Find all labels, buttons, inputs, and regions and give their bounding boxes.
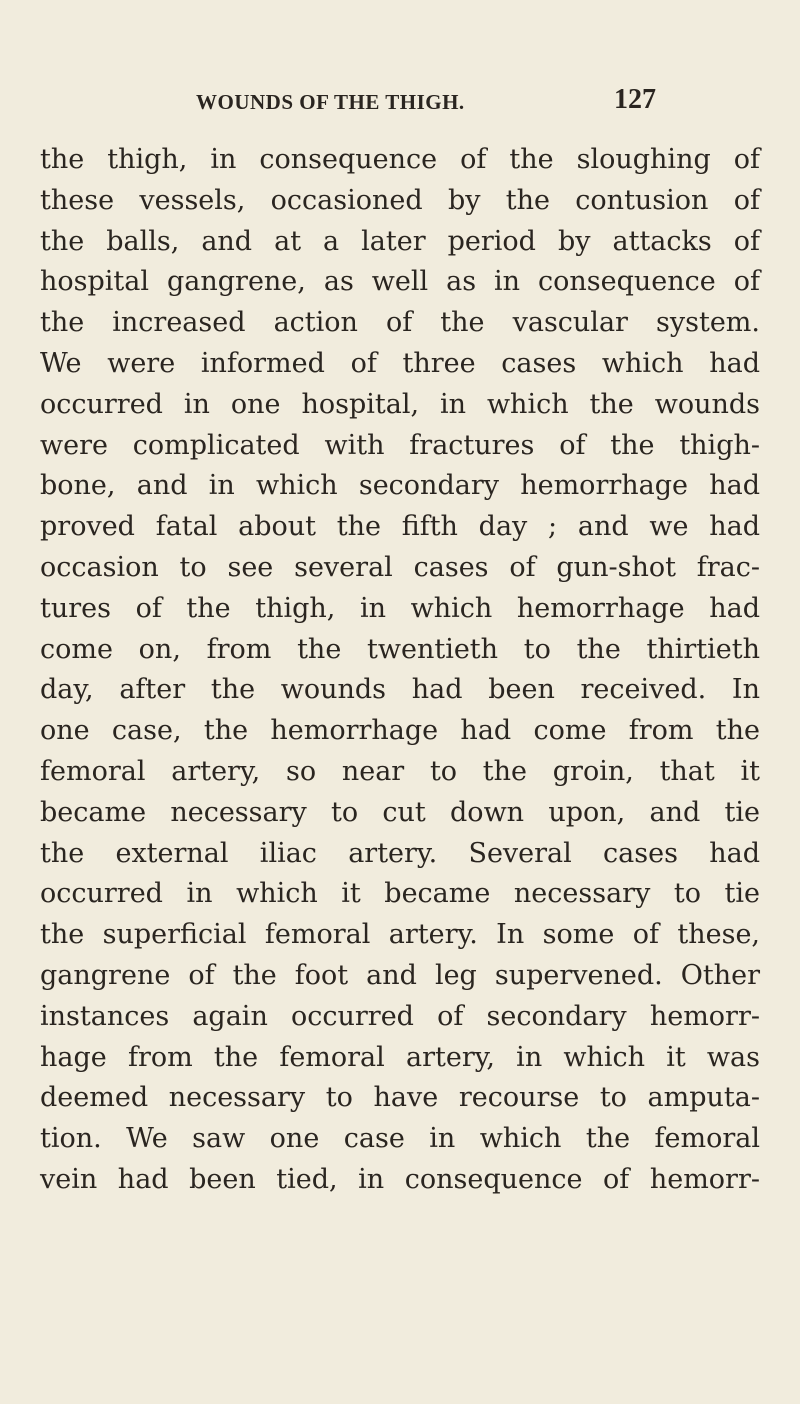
- text-line: the external iliac artery. Several cases had: [40, 837, 760, 869]
- text-line: the superficial femoral artery. In some of these,: [40, 919, 760, 951]
- text-line: gangrene of the foot and leg supervened. Other: [40, 959, 760, 991]
- text-line: instances again occurred of secondary hemorr-: [40, 1000, 760, 1032]
- text-line: vein had been tied, in consequence of hemorr-: [40, 1163, 760, 1195]
- text-line: deemed necessary to have recourse to amputa-: [40, 1082, 760, 1114]
- text-line: day, after the wounds had been received. In: [40, 674, 760, 706]
- text-line: occasion to see several cases of gun-shot frac-: [40, 551, 760, 583]
- text-line: occurred in one hospital, in which the wounds: [40, 388, 760, 420]
- text-line: We were informed of three cases which had: [40, 347, 760, 379]
- text-line: became necessary to cut down upon, and tie: [40, 796, 760, 828]
- text-line: one case, the hemorrhage had come from the: [40, 715, 760, 747]
- text-line: occurred in which it became necessary to tie: [40, 878, 760, 910]
- text-line: the balls, and at a later period by attacks of: [40, 225, 760, 257]
- text-line: femoral artery, so near to the groin, that it: [40, 755, 760, 787]
- text-line: proved fatal about the fifth day ; and we had: [40, 511, 760, 543]
- text-line: tures of the thigh, in which hemorrhage had: [40, 592, 760, 624]
- running-title: WOUNDS OF THE THIGH.: [196, 90, 465, 114]
- text-line: tion. We saw one case in which the femoral: [40, 1123, 760, 1155]
- body-text: [40, 140, 760, 1201]
- text-line: hospital gangrene, as well as in consequence of: [40, 266, 760, 298]
- page-number: 127: [614, 84, 656, 115]
- text-line: the increased action of the vascular system.: [40, 307, 760, 339]
- text-line: hage from the femoral artery, in which it was: [40, 1041, 760, 1073]
- text-line: come on, from the twentieth to the thirtieth: [40, 633, 760, 665]
- text-line: the thigh, in consequence of the sloughing of: [40, 144, 760, 175]
- running-head: [196, 84, 656, 120]
- text-line: were complicated with fractures of the thigh-: [40, 429, 760, 461]
- text-line: these vessels, occasioned by the contusion of: [40, 184, 760, 216]
- text-line: bone, and in which secondary hemorrhage had: [40, 470, 760, 502]
